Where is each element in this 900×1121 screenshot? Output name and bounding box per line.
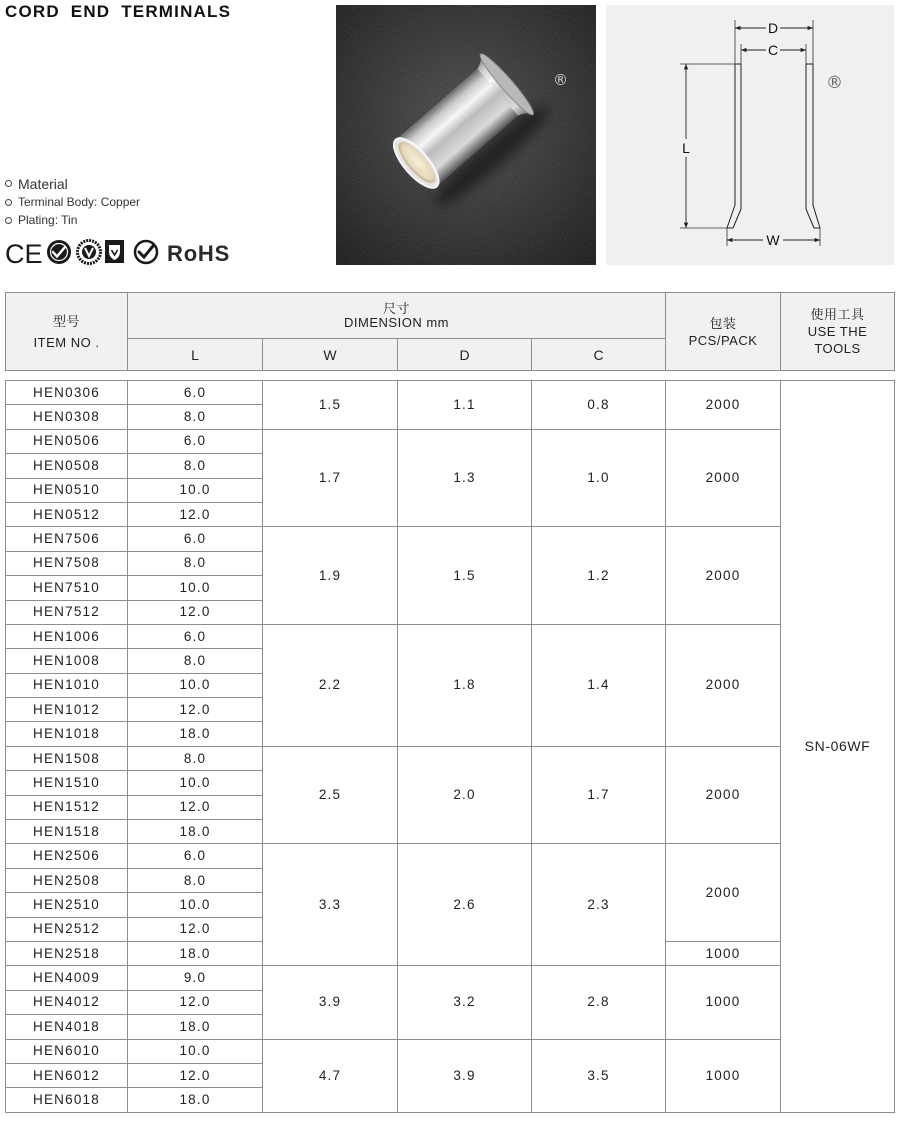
width-header: W	[263, 339, 398, 371]
item-no-cell: HEN1510	[6, 771, 128, 795]
width-cell: 2.2	[263, 624, 398, 746]
length-cell: 8.0	[128, 551, 263, 575]
bullet-icon	[5, 199, 12, 206]
width-cell: 1.9	[263, 527, 398, 625]
outer-diameter-cell: 3.9	[398, 1039, 532, 1112]
table-row	[6, 527, 895, 551]
item-no-cell: HEN2508	[6, 868, 128, 892]
spec-table-header	[5, 292, 895, 371]
material-heading-label: Material	[18, 175, 68, 192]
length-cell: 8.0	[128, 405, 263, 429]
item-no-cell: HEN4018	[6, 1015, 128, 1039]
item-no-cell: HEN0512	[6, 502, 128, 526]
pack-quantity-cell: 2000	[666, 527, 781, 625]
outer-diameter-cell: 1.5	[398, 527, 532, 625]
item-no-cell: HEN2518	[6, 941, 128, 965]
pack-quantity-cell: 2000	[666, 746, 781, 844]
item-no-cell: HEN1018	[6, 722, 128, 746]
dimension-label-w: W	[766, 232, 780, 248]
pack-quantity-cell: 2000	[666, 844, 781, 942]
table-row	[6, 381, 895, 405]
item-no-cell: HEN0506	[6, 429, 128, 453]
length-cell: 6.0	[128, 429, 263, 453]
item-no-cell: HEN2510	[6, 893, 128, 917]
material-item-label: Plating: Tin	[18, 213, 78, 227]
table-row	[6, 844, 895, 868]
item-no-header	[6, 293, 128, 371]
item-no-cell: HEN2512	[6, 917, 128, 941]
check-seal-icon	[47, 240, 71, 264]
length-cell: 12.0	[128, 990, 263, 1014]
outer-diameter-cell: 2.6	[398, 844, 532, 966]
length-cell: 9.0	[128, 966, 263, 990]
item-no-cell: HEN4009	[6, 966, 128, 990]
inner-diameter-cell: 2.3	[532, 844, 666, 966]
item-no-cell: HEN0306	[6, 381, 128, 405]
dimension-header-en: DIMENSION mm	[344, 314, 449, 330]
tool-header-en: USE THE	[807, 324, 868, 339]
item-no-cell: HEN1006	[6, 624, 128, 648]
bullet-icon	[5, 217, 12, 224]
item-no-cell: HEN1512	[6, 795, 128, 819]
spec-table	[5, 380, 895, 1113]
item-no-cell: HEN7506	[6, 527, 128, 551]
material-heading	[5, 174, 140, 193]
rohs-logo: RoHS	[167, 241, 231, 266]
table-row	[6, 746, 895, 770]
item-no-cell: HEN1012	[6, 698, 128, 722]
pack-quantity-cell: 2000	[666, 624, 781, 746]
item-no-header-en: ITEM NO .	[33, 334, 100, 350]
dimension-diagram	[606, 5, 894, 265]
inner-diameter-header: C	[532, 339, 666, 371]
item-no-cell: HEN0510	[6, 478, 128, 502]
length-header: L	[128, 339, 263, 371]
item-no-cell: HEN0508	[6, 454, 128, 478]
length-cell: 10.0	[128, 1039, 263, 1063]
width-cell: 2.5	[263, 746, 398, 844]
dimension-label-l: L	[682, 140, 690, 156]
item-no-cell: HEN1008	[6, 649, 128, 673]
spec-table-body	[6, 381, 895, 1113]
table-row	[6, 429, 895, 453]
item-no-cell: HEN7512	[6, 600, 128, 624]
dimension-label-c: C	[767, 42, 779, 58]
item-no-cell: HEN1508	[6, 746, 128, 770]
outer-diameter-cell: 2.0	[398, 746, 532, 844]
pack-header-en: PCS/PACK	[688, 332, 758, 348]
item-no-cell: HEN6010	[6, 1039, 128, 1063]
material-list	[5, 174, 140, 229]
length-cell: 18.0	[128, 1088, 263, 1112]
inner-diameter-cell: 1.0	[532, 429, 666, 527]
item-no-cell: HEN2506	[6, 844, 128, 868]
length-cell: 10.0	[128, 576, 263, 600]
pack-header-zh: 包装	[709, 315, 737, 331]
page-title: CORD END TERMINALS	[5, 2, 232, 21]
item-no-cell: HEN6012	[6, 1063, 128, 1087]
item-no-cell: HEN6018	[6, 1088, 128, 1112]
pack-quantity-cell: 1000	[666, 966, 781, 1039]
length-cell: 10.0	[128, 893, 263, 917]
length-cell: 10.0	[128, 771, 263, 795]
material-item	[5, 193, 140, 211]
item-no-cell: HEN7510	[6, 576, 128, 600]
v-mark-seal-icon	[78, 241, 101, 264]
item-no-cell: HEN1010	[6, 673, 128, 697]
sgs-check-icon	[135, 241, 157, 263]
item-no-cell: HEN7508	[6, 551, 128, 575]
inner-diameter-cell: 0.8	[532, 381, 666, 430]
width-cell: 1.5	[263, 381, 398, 430]
square-emblem-icon	[105, 240, 124, 263]
length-cell: 18.0	[128, 1015, 263, 1039]
outer-diameter-header: D	[398, 339, 532, 371]
inner-diameter-cell: 2.8	[532, 966, 666, 1039]
outer-diameter-cell: 1.3	[398, 429, 532, 527]
table-row	[6, 624, 895, 648]
dimension-header	[128, 293, 666, 339]
width-cell: 1.7	[263, 429, 398, 527]
length-cell: 6.0	[128, 381, 263, 405]
length-cell: 12.0	[128, 1063, 263, 1087]
length-cell: 18.0	[128, 722, 263, 746]
length-cell: 18.0	[128, 941, 263, 965]
registered-mark: ®	[826, 73, 843, 93]
tool-header-en: TOOLS	[814, 341, 861, 356]
length-cell: 12.0	[128, 502, 263, 526]
material-item	[5, 211, 140, 229]
pack-quantity-cell: 1000	[666, 1039, 781, 1112]
length-cell: 10.0	[128, 673, 263, 697]
length-cell: 8.0	[128, 649, 263, 673]
outer-diameter-cell: 1.8	[398, 624, 532, 746]
table-row	[6, 1039, 895, 1063]
pack-quantity-cell: 2000	[666, 381, 781, 430]
length-cell: 8.0	[128, 868, 263, 892]
length-cell: 12.0	[128, 600, 263, 624]
outer-diameter-cell: 3.2	[398, 966, 532, 1039]
inner-diameter-cell: 3.5	[532, 1039, 666, 1112]
length-cell: 12.0	[128, 795, 263, 819]
width-cell: 3.3	[263, 844, 398, 966]
tool-header	[781, 293, 895, 371]
length-cell: 6.0	[128, 844, 263, 868]
registered-mark: ®	[553, 71, 568, 89]
length-cell: 8.0	[128, 454, 263, 478]
dimension-label-d: D	[767, 20, 779, 36]
pack-quantity-cell: 2000	[666, 429, 781, 527]
item-no-cell: HEN0308	[6, 405, 128, 429]
item-no-header-zh: 型号	[52, 313, 80, 329]
width-cell: 3.9	[263, 966, 398, 1039]
item-no-cell: HEN1518	[6, 820, 128, 844]
certification-logos	[5, 238, 237, 268]
length-cell: 6.0	[128, 624, 263, 648]
pack-header	[666, 293, 781, 371]
length-cell: 12.0	[128, 917, 263, 941]
length-cell: 18.0	[128, 820, 263, 844]
outer-diameter-cell: 1.1	[398, 381, 532, 430]
bullet-icon	[5, 180, 12, 187]
item-no-cell: HEN4012	[6, 990, 128, 1014]
length-cell: 10.0	[128, 478, 263, 502]
dimension-header-zh: 尺寸	[383, 300, 411, 316]
ce-mark-logo: CE	[5, 239, 43, 268]
pack-quantity-cell: 1000	[666, 941, 781, 965]
length-cell: 12.0	[128, 698, 263, 722]
inner-diameter-cell: 1.4	[532, 624, 666, 746]
product-photo	[336, 5, 596, 265]
length-cell: 6.0	[128, 527, 263, 551]
material-item-label: Terminal Body: Copper	[18, 195, 141, 209]
inner-diameter-cell: 1.7	[532, 746, 666, 844]
width-cell: 4.7	[263, 1039, 398, 1112]
inner-diameter-cell: 1.2	[532, 527, 666, 625]
tool-cell: SN-06WF	[781, 381, 895, 1113]
length-cell: 8.0	[128, 746, 263, 770]
table-row	[6, 966, 895, 990]
tool-header-zh: 使用工具	[810, 307, 865, 322]
